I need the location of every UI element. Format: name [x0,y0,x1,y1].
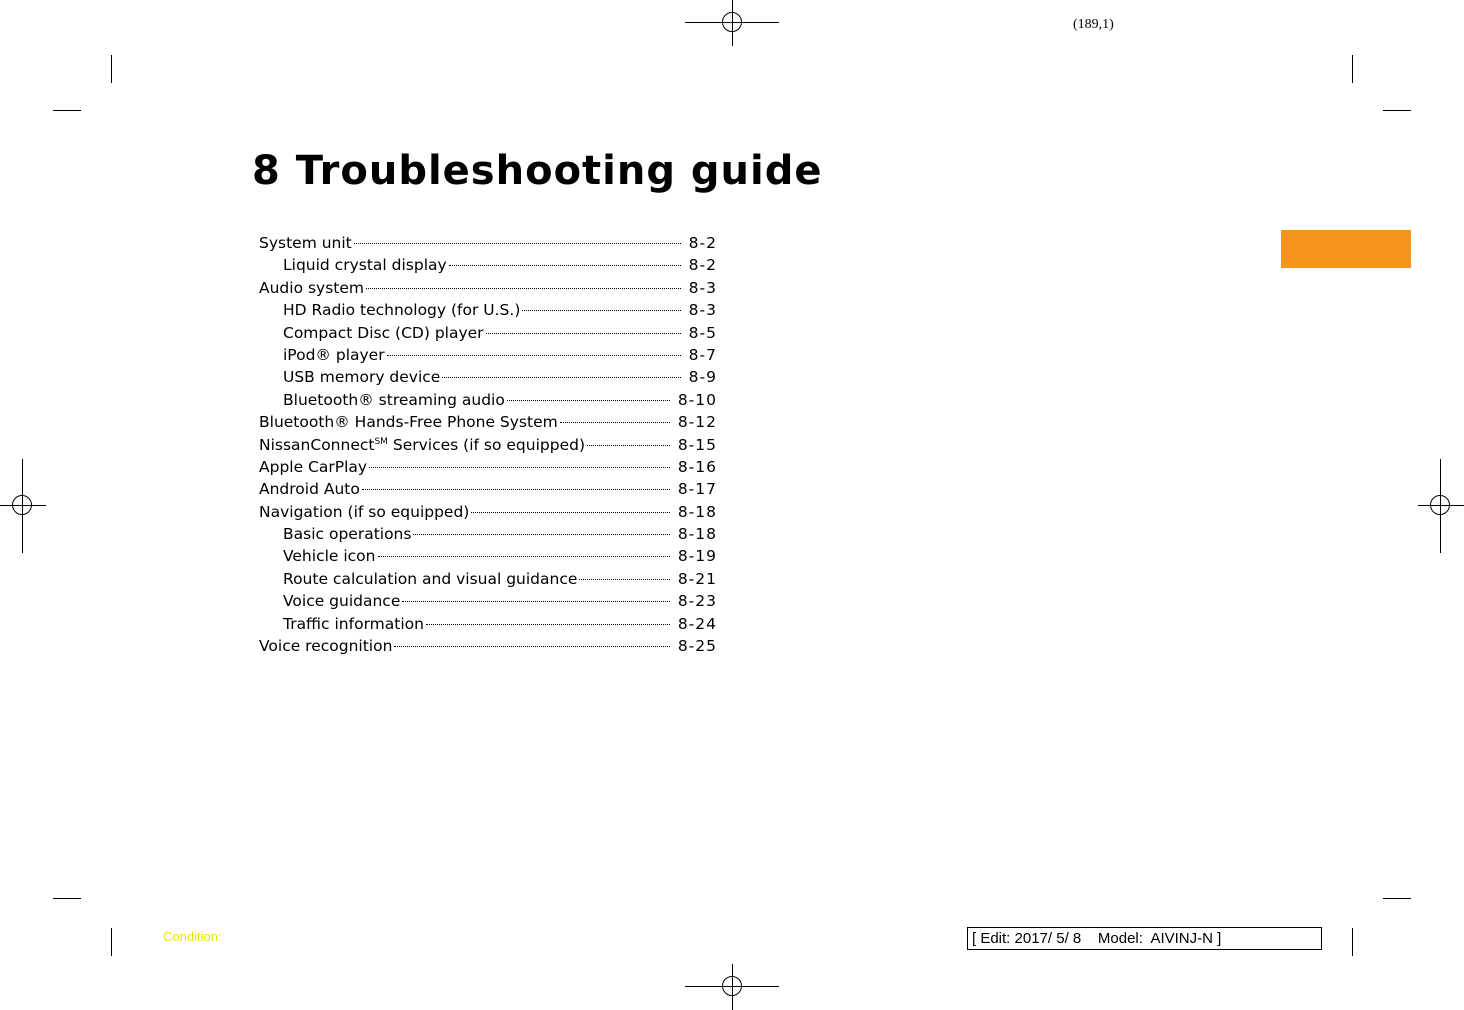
dot-leader [560,422,670,423]
toc-entry-page: 8-5 [688,323,717,342]
toc-entry-label: System unit [259,234,352,252]
toc-entry-label: Voice guidance [283,592,401,611]
toc-entry[interactable] [259,256,717,278]
dot-leader [426,624,670,625]
chapter-title: 8 Troubleshooting guide [252,148,823,194]
toc-entry-page: 8-25 [677,637,717,656]
toc-entry-label: Route calculation and visual guidance [283,569,578,588]
toc-entry[interactable] [259,413,717,435]
toc-entry-label: USB memory device [283,368,441,387]
toc-entry-page: 8-18 [677,525,717,544]
toc-entry-page: 8-16 [677,457,717,476]
toc-entry[interactable] [259,458,717,480]
dot-leader [449,265,681,266]
dot-leader [354,243,681,244]
toc-entry-page: 8-2 [688,234,717,252]
toc-entry[interactable] [259,324,717,346]
toc-entry[interactable] [259,234,717,256]
dot-leader [362,489,670,490]
toc-entry-label: Apple CarPlay [259,457,368,476]
toc-entry-page: 8-12 [677,413,717,432]
toc-entry-label: HD Radio technology (for U.S.) [283,301,521,320]
dot-leader [507,400,670,401]
toc-entry-label: NissanConnect℠ Services (if so equipped) [259,435,585,454]
toc-entry-label: Navigation (if so equipped) [259,502,470,521]
toc-entry-label: Vehicle icon [283,547,376,566]
dot-leader [587,445,670,446]
dot-leader [366,288,681,289]
toc-entry-page: 8-17 [677,480,717,499]
toc-entry-label: Compact Disc (CD) player [283,323,484,342]
toc-entry[interactable] [259,436,717,458]
dot-leader [369,467,670,468]
toc-entry-page: 8-21 [677,569,717,588]
toc-entry-page: 8-2 [688,256,717,275]
toc-entry-label: Bluetooth® streaming audio [283,390,505,409]
toc-entry[interactable] [259,570,717,592]
toc-entry-label: Bluetooth® Hands-Free Phone System [259,413,558,432]
toc-entry-page: 8-10 [677,390,717,409]
toc-entry[interactable] [259,547,717,569]
toc-entry-page: 8-3 [688,278,717,297]
dot-leader [579,579,669,580]
toc-entry[interactable] [259,615,717,637]
dot-leader [394,646,669,647]
toc-entry-label: Liquid crystal display [283,256,447,275]
toc-entry-page: 8-9 [688,368,717,387]
dot-leader [387,355,681,356]
toc-entry[interactable] [259,391,717,413]
toc-entry[interactable] [259,301,717,323]
toc-entry-page: 8-18 [677,502,717,521]
toc-entry-label: Basic operations [283,525,412,544]
toc-entry[interactable] [259,503,717,525]
toc-entry-page: 8-19 [677,547,717,566]
toc-entry-label: Voice recognition [259,637,393,656]
toc-entry-page: 8-24 [677,614,717,633]
toc-entry[interactable] [259,480,717,502]
toc-entry-label: Android Auto [259,480,360,499]
condition-label: Condition: [163,929,222,944]
dot-leader [413,534,669,535]
toc-entry[interactable] [259,525,717,547]
dot-leader [522,310,680,311]
toc-entry-page: 8-23 [677,592,717,611]
dot-leader [471,512,669,513]
toc-entry[interactable] [259,368,717,390]
service-mark: SM [374,436,388,447]
toc-entry[interactable] [259,592,717,614]
chapter-tab [1281,230,1411,268]
dot-leader [486,333,681,334]
toc-entry-page: 8-3 [688,301,717,320]
toc-entry[interactable] [259,637,717,659]
toc-entry-label: Audio system [259,278,365,297]
toc-entry[interactable] [259,346,717,368]
dot-leader [378,556,670,557]
toc-entry-label: Traffic information [283,614,424,633]
dot-leader [402,601,669,602]
toc-entry[interactable] [259,279,717,301]
edit-info-box: [ Edit: 2017/ 5/ 8 Model: AIVINJ-N ] [967,927,1322,950]
toc-entry-page: 8-15 [677,435,717,454]
toc-entry-label: iPod® player [283,345,385,364]
table-of-contents [259,234,717,659]
dot-leader [442,377,680,378]
page-code: (189,1) [1073,17,1114,32]
toc-entry-page: 8-7 [688,345,717,364]
